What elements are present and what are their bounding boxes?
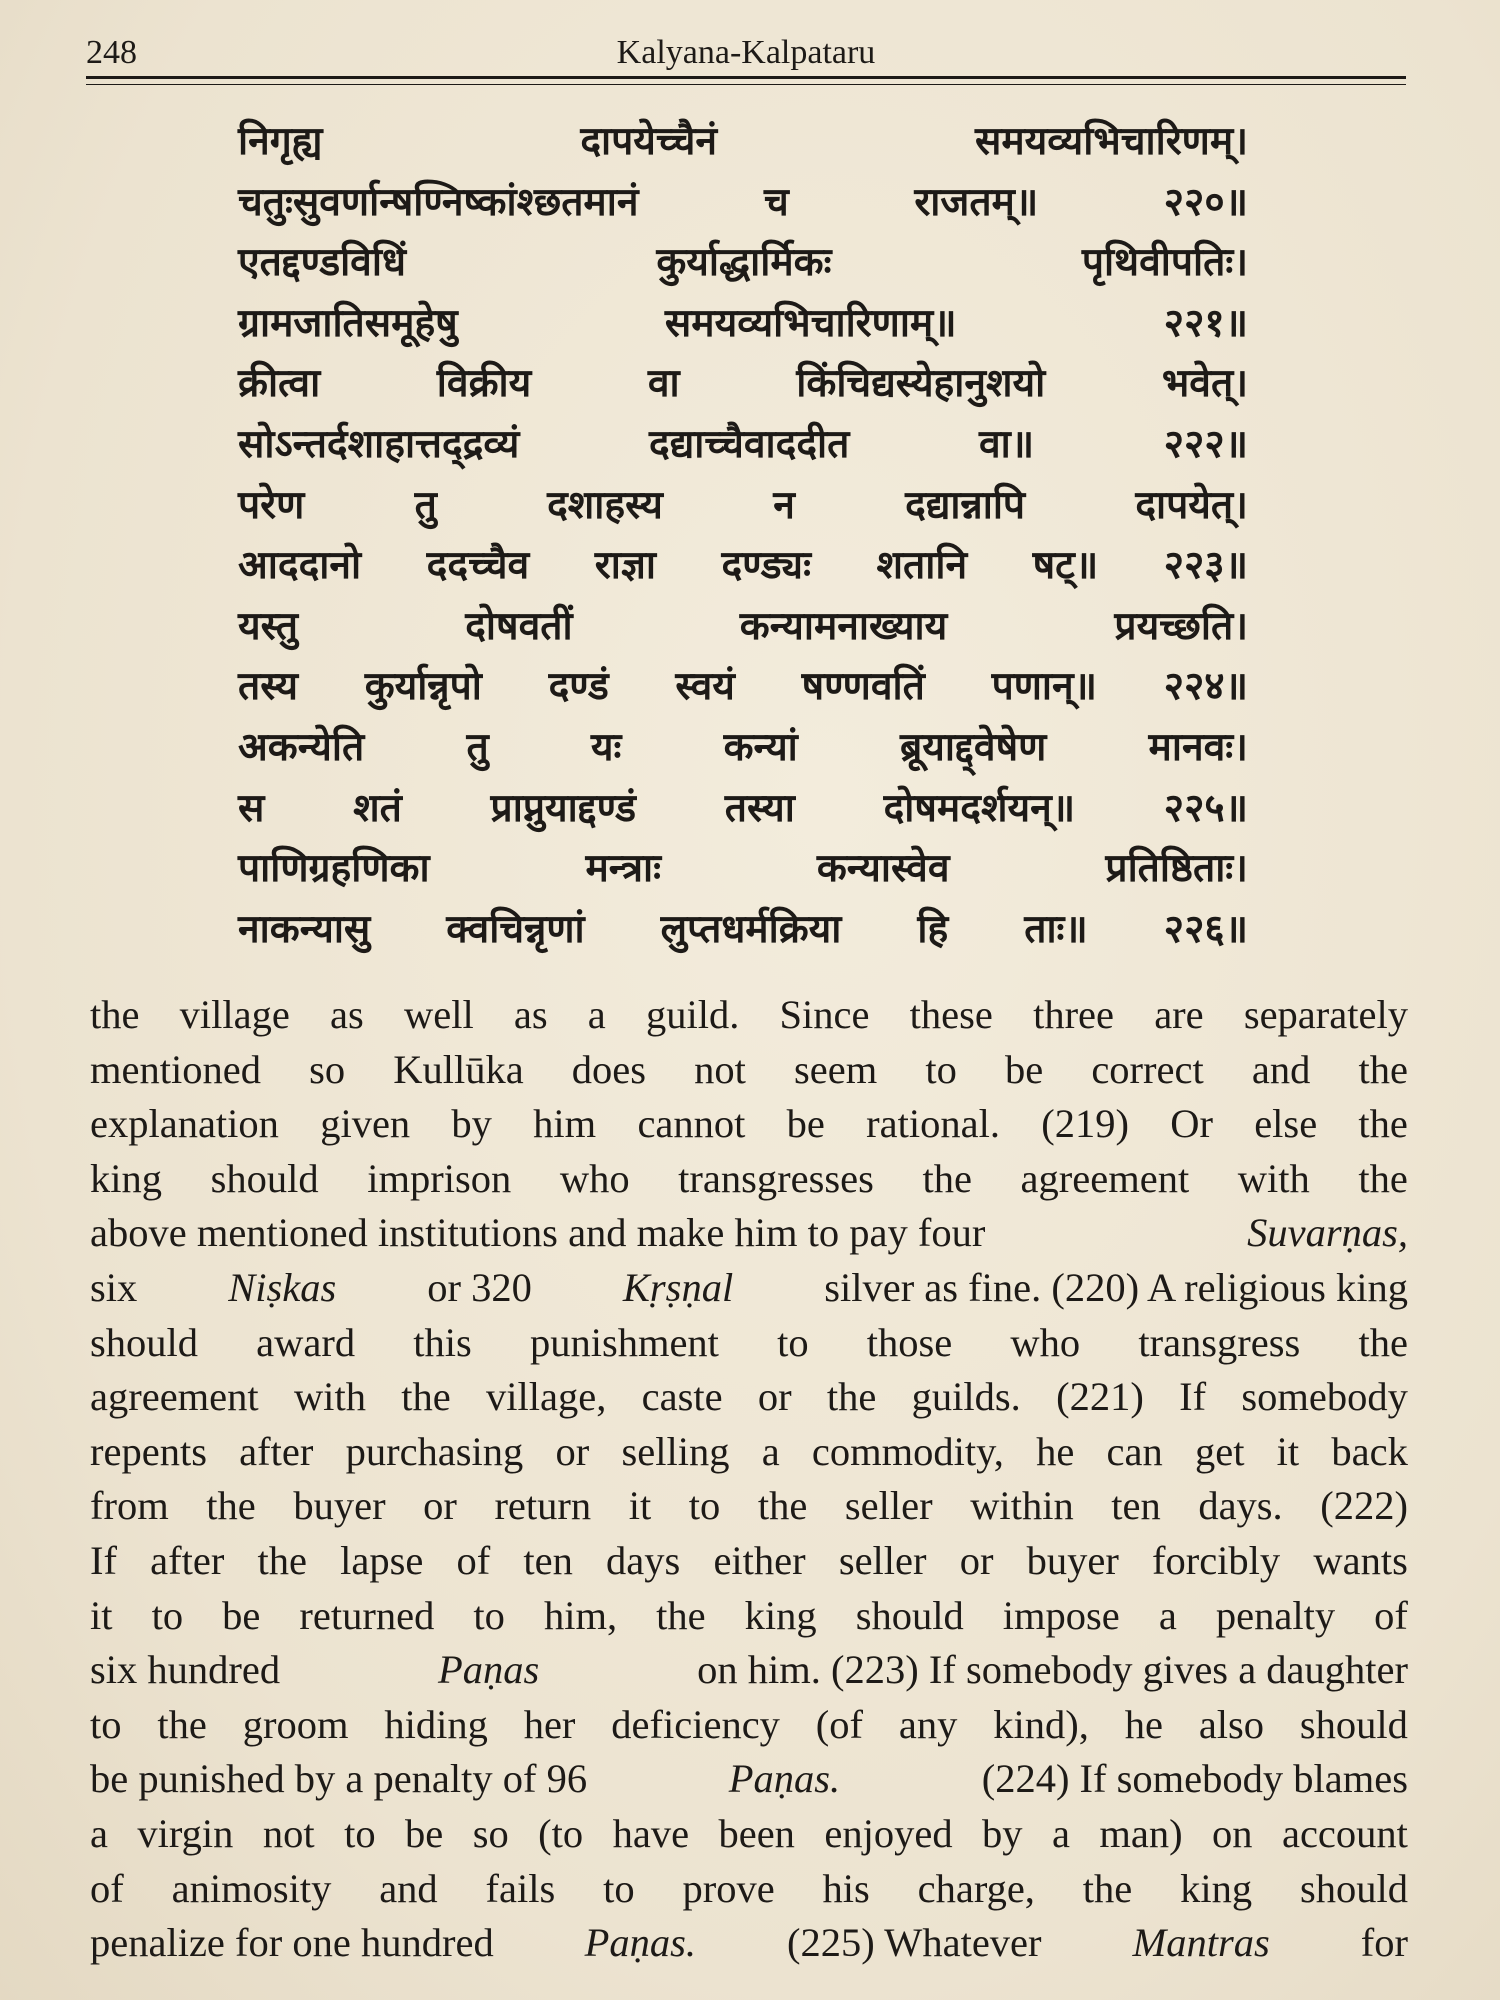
translation-line <box>90 1261 1408 1316</box>
verse-line: तस्य कुर्यान्नृपो दण्डं स्वयं षण्णवतिं पणान्॥ २२४॥ <box>238 664 1248 710</box>
text-run: above mentioned institutions and make him to pay four <box>90 1210 986 1256</box>
text-run: for <box>1360 1920 1408 1966</box>
translation-line: If after the lapse of ten days either seller or buyer forcibly wants <box>90 1537 1408 1583</box>
verse-line: यस्तु दोषवतीं कन्यामनाख्याय प्रयच्छति। <box>238 603 1248 649</box>
verse-line: अकन्येति तु यः कन्यां ब्रूयाद्द्वेषेण मानवः। <box>238 724 1248 770</box>
translation-line: mentioned so Kullūka does not seem to be correct and the <box>90 1046 1408 1092</box>
verse-line: नाकन्यासु क्वचिन्नृणां लुप्तधर्मक्रिया हि ताः॥ २२६॥ <box>238 906 1248 952</box>
translation-line: the village as well as a guild. Since these three are separately <box>90 992 1408 1037</box>
verse-line: चतुःसुवर्णान्षण्निष्कांश्छतमानं च राजतम्॥ २२०॥ <box>238 179 1248 225</box>
text-run: on him. (223) If somebody gives a daughter <box>697 1647 1408 1693</box>
header-rule-thick <box>86 76 1406 79</box>
text-run: six <box>90 1264 138 1310</box>
verse-line: आददानो ददच्चैव राज्ञा दण्ड्यः शतानि षट्॥ २२३॥ <box>238 543 1248 589</box>
translation-line: to the groom hiding her deficiency (of any kind), he also should <box>90 1701 1408 1747</box>
verse-line: क्रीत्वा विक्रीय वा किंचिद्यस्येहानुशयो भवेत्। <box>238 361 1248 407</box>
verse-line: निगृह्य दापयेच्चैनं समयव्यभिचारिणम्। <box>238 119 1248 164</box>
translation-line <box>90 1206 1408 1261</box>
verse-line: स शतं प्राप्नुयाद्दण्डं तस्या दोषमदर्शयन्॥ २२५॥ <box>238 785 1248 831</box>
verse-line: पाणिग्रहणिका मन्त्राः कन्यास्वेव प्रतिष्ठिताः। <box>238 846 1248 892</box>
english-translation <box>90 988 1408 1971</box>
text-run: penalize for one hundred <box>90 1920 494 1966</box>
running-title: Kalyana-Kalpataru <box>616 34 876 71</box>
translation-line: agreement with the village, caste or the guilds. (221) If somebody <box>90 1374 1408 1420</box>
translation-line <box>90 1752 1408 1807</box>
text-run: be punished by a penalty of 96 <box>90 1756 588 1802</box>
text-run: (225) Whatever <box>787 1920 1042 1966</box>
translation-line: king should imprison who transgresses the agreement with the <box>90 1155 1408 1201</box>
page-number: 248 <box>86 34 137 71</box>
translation-line: from the buyer or return it to the seller within ten days. (222) <box>90 1483 1408 1529</box>
text-run: (224) If somebody blames <box>981 1756 1408 1802</box>
translation-line <box>90 1916 1408 1971</box>
verse-line: सोऽन्तर्दशाहात्तद्द्रव्यं दद्याच्चैवाददीत वा॥ २२२॥ <box>238 421 1248 467</box>
translation-line: explanation given by him cannot be rational. (219) Or else the <box>90 1101 1408 1147</box>
verse-line: एतद्दण्डविधिं कुर्याद्धार्मिकः पृथिवीपतिः। <box>238 240 1248 286</box>
italic-term: Kṛṣṇal <box>622 1264 734 1310</box>
translation-line: a virgin not to be so (to have been enjoyed by a man) on account <box>90 1810 1408 1856</box>
translation-line: of animosity and fails to prove his charge, the king should <box>90 1865 1408 1911</box>
translation-line: should award this punishment to those who transgress the <box>90 1319 1408 1365</box>
verse-line: ग्रामजातिसमूहेषु समयव्यभिचारिणाम्॥ २२१॥ <box>238 300 1248 346</box>
italic-term: Paṇas <box>438 1647 540 1693</box>
text-run: or 320 <box>427 1264 532 1310</box>
page-header <box>86 28 1406 80</box>
sanskrit-verses <box>238 112 1248 960</box>
text-run: six hundred <box>90 1647 281 1693</box>
italic-term: Mantras <box>1132 1920 1270 1966</box>
verse-line: परेण तु दशाहस्य न दद्यान्नापि दापयेत्। <box>238 482 1248 528</box>
italic-term: Niṣkas <box>228 1264 337 1310</box>
translation-line: repents after purchasing or selling a commodity, he can get it back <box>90 1428 1408 1474</box>
translation-line: it to be returned to him, the king should impose a penalty of <box>90 1592 1408 1638</box>
italic-term: Paṇas. <box>728 1756 841 1802</box>
header-rule-thin <box>86 84 1406 85</box>
translation-line <box>90 1643 1408 1698</box>
text-run: silver as fine. (220) A religious king <box>824 1264 1408 1310</box>
italic-term: Paṇas. <box>584 1920 697 1966</box>
italic-term: Suvarṇas, <box>1247 1210 1408 1256</box>
